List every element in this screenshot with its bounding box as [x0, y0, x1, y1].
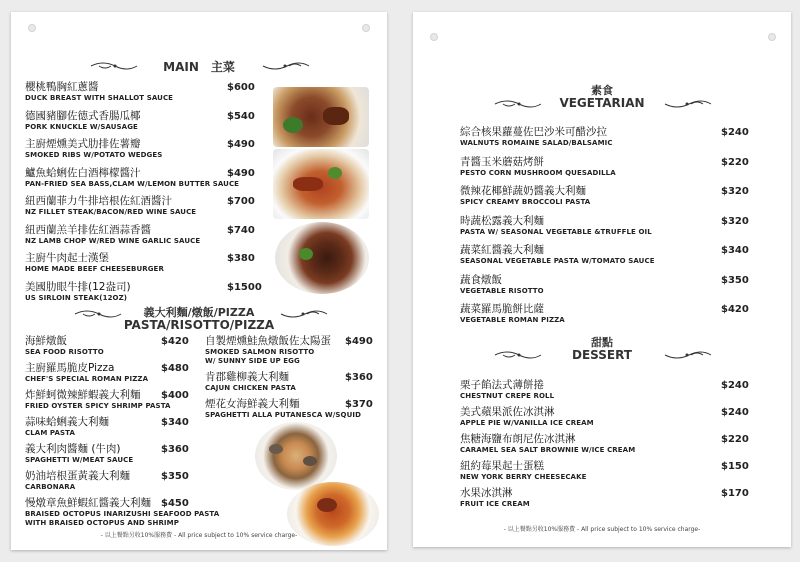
menu-item — [460, 460, 586, 482]
menu-item-price: $480 — [161, 363, 189, 374]
food-photo-ribs — [273, 149, 369, 219]
menu-item — [460, 487, 530, 509]
menu-item-name-en: PASTA W/ SEASONAL VEGETABLE &TRUFFLE OIL — [460, 227, 652, 236]
flourish-right-icon — [663, 349, 713, 361]
menu-item — [460, 379, 554, 401]
menu-item — [460, 215, 652, 237]
menu-item-name-en: DUCK BREAST WITH SHALLOT SAUCE — [25, 94, 174, 102]
section-title-main: MAIN 主菜 — [163, 60, 235, 74]
menu-item-name-en: FRUIT ICE CREAM — [460, 500, 530, 508]
menu-item — [25, 281, 131, 303]
menu-item-name-en: NZ LAMB CHOP W/RED WINE GARLIC SAUCE — [25, 236, 201, 245]
menu-item-name-zh: 自製煙燻鮭魚燉飯佐太陽蛋 — [205, 335, 331, 347]
menu-item — [25, 138, 162, 160]
menu-item-name-zh: 海鮮燉飯 — [25, 335, 67, 347]
menu-item-name-zh: 蔬菜紅醬義大利麵 — [460, 244, 544, 256]
service-charge-note: - 以上餐點另收10%服務費 - All price subject to 10% service charge- — [100, 532, 298, 539]
menu-item-name-en: VEGETABLE RISOTTO — [460, 286, 544, 295]
flourish-right-icon — [261, 60, 311, 72]
menu-item-name-zh: 微辣花椰鮮蔬奶醬義大利麵 — [460, 185, 586, 197]
menu-item-name-en: US SIRLOIN STEAK(12OZ) — [25, 293, 128, 302]
menu-item-name-zh: 紐西蘭羔羊排佐紅酒蒜香醬 — [25, 223, 151, 236]
menu-item-name-zh: 美式蘋果派佐冰淇淋 — [460, 406, 555, 418]
menu-item-price: $350 — [161, 471, 189, 482]
food-photo-duck — [273, 87, 369, 147]
menu-item-price: $340 — [721, 245, 749, 256]
menu-item — [25, 195, 196, 217]
menu-item-name-en-line2: W/ SUNNY SIDE UP EGG — [205, 357, 300, 365]
menu-item-name-zh: 水果冰淇淋 — [460, 487, 513, 499]
menu-item-price: $490 — [227, 139, 255, 150]
menu-item-name-zh: 德國豬腳佐德式香腸瓜椰 — [25, 109, 141, 122]
menu-item-price: $1500 — [227, 281, 262, 293]
section-title-vegetarian-en: VEGETARIAN — [559, 96, 645, 110]
menu-item-price: $540 — [227, 110, 255, 122]
section-title-pasta-zh: 義大利麵/燉飯/PIZZA — [143, 306, 255, 319]
menu-item — [460, 156, 616, 178]
menu-item-name-en: HOME MADE BEEF CHEESEBURGER — [25, 265, 164, 273]
menu-item — [25, 81, 173, 103]
menu-item-name-zh: 煙花女海鮮義大利麵 — [205, 398, 300, 410]
menu-item-name-zh: 時蔬松露義大利麵 — [460, 214, 544, 227]
menu-item — [460, 274, 544, 296]
menu-item-name-zh: 焦糖海鹽布朗尼佐冰淇淋 — [460, 433, 576, 445]
menu-item-name-zh: 主廚牛肉起士漢堡 — [25, 252, 109, 264]
flourish-right-icon — [663, 98, 713, 110]
menu-item — [460, 406, 594, 428]
menu-item-price: $240 — [721, 407, 749, 418]
menu-item-name-en: SPICY CREAMY BROCCOLI PASTA — [460, 198, 591, 206]
menu-item — [205, 371, 296, 393]
menu-item — [25, 362, 148, 384]
section-title-dessert-en: DESSERT — [572, 348, 632, 362]
menu-item — [25, 416, 109, 438]
menu-item-name-en-line2: WITH BRAISED OCTOPUS AND SHRIMP — [25, 519, 179, 527]
menu-item-name-en: VEGETABLE ROMAN PIZZA — [460, 316, 565, 324]
menu-item-name-zh: 主廚羅馬脆皮Pizza — [25, 362, 115, 374]
menu-item-name-zh: 青醬玉米蘑菇烤餅 — [460, 155, 544, 168]
menu-item — [205, 335, 331, 366]
section-title-pasta-en: PASTA/RISOTTO/PIZZA — [123, 318, 275, 332]
menu-item-name-zh: 奶油培根蛋黃義大利麵 — [25, 470, 130, 482]
menu-item-name-zh: 義大利肉醬麵 (牛肉) — [25, 443, 121, 455]
menu-item-price: $600 — [227, 82, 255, 93]
menu-item-name-en: CLAM PASTA — [25, 429, 76, 437]
menu-item-price: $380 — [227, 253, 255, 264]
menu-item-name-en: CARBONARA — [25, 483, 76, 491]
food-photo-steak — [275, 222, 369, 294]
menu-item-price: $740 — [227, 224, 255, 236]
menu-item-name-en: SEA FOOD RISOTTO — [25, 348, 104, 356]
menu-item-price: $350 — [721, 274, 749, 286]
pin-hole — [430, 33, 438, 41]
pin-hole — [768, 33, 776, 41]
menu-item-price: $420 — [161, 336, 189, 347]
menu-item-price: $320 — [721, 215, 749, 227]
service-charge-note: - 以上餐點另收10%服務費 - All price subject to 10% service charge- — [503, 526, 701, 533]
menu-item-name-en: CARAMEL SEA SALT BROWNIE W/ICE CREAM — [460, 446, 636, 454]
menu-item-price: $490 — [227, 167, 255, 179]
menu-item — [25, 443, 133, 465]
menu-item-price: $360 — [161, 444, 189, 455]
menu-item-name-zh: 紐約莓果起士蛋糕 — [460, 460, 544, 472]
menu-item-name-en: NEW YORK BERRY CHEESECAKE — [460, 473, 587, 481]
menu-item — [205, 398, 361, 420]
menu-item — [25, 389, 171, 411]
menu-item — [25, 110, 141, 132]
menu-item-name-zh: 櫻桃鴨胸紅蔥醬 — [25, 81, 99, 93]
food-photo-clam-pasta — [255, 422, 337, 490]
menu-item-name-en: PORK KNUCKLE W/SAUSAGE — [25, 122, 138, 131]
menu-item-name-en: NZ FILLET STEAK/BACON/RED WINE SAUCE — [25, 208, 197, 216]
menu-item-price: $240 — [721, 127, 749, 138]
menu-item-name-en: SEASONAL VEGETABLE PASTA W/TOMATO SAUCE — [460, 257, 655, 265]
menu-item-name-zh: 蒜味蛤蜊義大利麵 — [25, 416, 109, 428]
menu-item-price: $240 — [721, 380, 749, 391]
menu-item-name-en: CHEF'S SPECIAL ROMAN PIZZA — [25, 375, 149, 383]
menu-item-price: $220 — [721, 156, 749, 168]
menu-item — [25, 224, 200, 246]
menu-page-main-pasta — [11, 12, 387, 550]
menu-item-price: $490 — [345, 336, 373, 347]
menu-item-price: $340 — [161, 417, 189, 428]
menu-item-price: $150 — [721, 461, 749, 472]
menu-item-price: $170 — [721, 488, 749, 499]
menu-item-name-zh: 炸鮮蚵微辣鮮蝦義大利麵 — [25, 389, 141, 401]
menu-item-name-en: SMOKED RIBS W/POTATO WEDGES — [25, 151, 163, 159]
menu-item — [25, 335, 104, 357]
menu-item-name-zh: 蔬菜羅馬脆餅比薩 — [460, 303, 544, 315]
menu-item-price: $450 — [161, 498, 189, 509]
menu-item-price: $320 — [721, 186, 749, 197]
section-title-dessert-zh: 甜點 — [591, 336, 613, 349]
menu-item-name-zh: 美國肋眼牛排(12盎司) — [25, 280, 131, 293]
menu-item — [460, 244, 655, 266]
menu-item-name-en: SPAGHETTI W/MEAT SAUCE — [25, 456, 134, 464]
menu-item — [460, 433, 635, 455]
menu-item-name-en: FRIED OYSTER SPICY SHRIMP PASTA — [25, 402, 171, 410]
menu-item-name-en: PESTO CORN MUSHROOM QUESADILLA — [460, 168, 616, 177]
menu-item — [25, 252, 164, 274]
menu-item-name-zh: 慢燉章魚鮮蝦紅醬義大利麵 — [25, 497, 151, 509]
menu-item-name-en: WALNUTS ROMAINE SALAD/BALSAMIC — [460, 139, 613, 147]
menu-page-vegetarian-dessert — [413, 12, 791, 547]
menu-item-price: $400 — [161, 390, 189, 401]
menu-item-price: $700 — [227, 196, 255, 207]
menu-item — [460, 185, 590, 207]
menu-item-name-en: SMOKED SALMON RISOTTO — [205, 348, 315, 356]
menu-item-price: $420 — [721, 304, 749, 315]
menu-item-name-en: PAN-FRIED SEA BASS,CLAM W/LEMON BUTTER SAUCE — [25, 179, 240, 188]
menu-item — [460, 126, 613, 148]
menu-item — [25, 470, 130, 492]
menu-item-name-zh: 綜合核果蘿蔓佐巴沙米可醋沙拉 — [460, 126, 607, 138]
section-title-vegetarian-zh: 素食 — [591, 84, 613, 97]
menu-item — [25, 167, 239, 189]
menu-item — [25, 497, 219, 528]
menu-item-price: $370 — [345, 399, 373, 410]
menu-item-name-en: SPAGHETTI ALLA PUTANESCA W/SQUID — [205, 411, 361, 419]
menu-item — [460, 303, 565, 325]
menu-item-price: $220 — [721, 434, 749, 445]
menu-item-name-en: APPLE PIE W/VANILLA ICE CREAM — [460, 419, 594, 427]
menu-item-name-zh: 蔬食燉飯 — [460, 273, 502, 286]
pin-hole — [28, 24, 36, 32]
menu-item-name-zh: 鱸魚蛤蜊佐白酒檸檬醬汁 — [25, 166, 141, 179]
menu-item-name-en: CHESTNUT CREPE ROLL — [460, 392, 555, 400]
menu-item-price: $360 — [345, 372, 373, 383]
menu-item-name-zh: 紐西蘭菲力牛排培根佐紅酒醬汁 — [25, 195, 172, 207]
menu-item-name-zh: 栗子餡法式薄餅捲 — [460, 379, 544, 391]
pin-hole — [362, 24, 370, 32]
menu-item-name-en: CAJUN CHICKEN PASTA — [205, 384, 296, 392]
menu-item-name-zh: 肯郡雞柳義大利麵 — [205, 371, 289, 383]
menu-item-name-zh: 主廚煙燻美式肋排佐薯瓣 — [25, 138, 141, 150]
menu-item-name-en: BRAISED OCTOPUS INARIZUSHI SEAFOOD PASTA — [25, 510, 220, 518]
